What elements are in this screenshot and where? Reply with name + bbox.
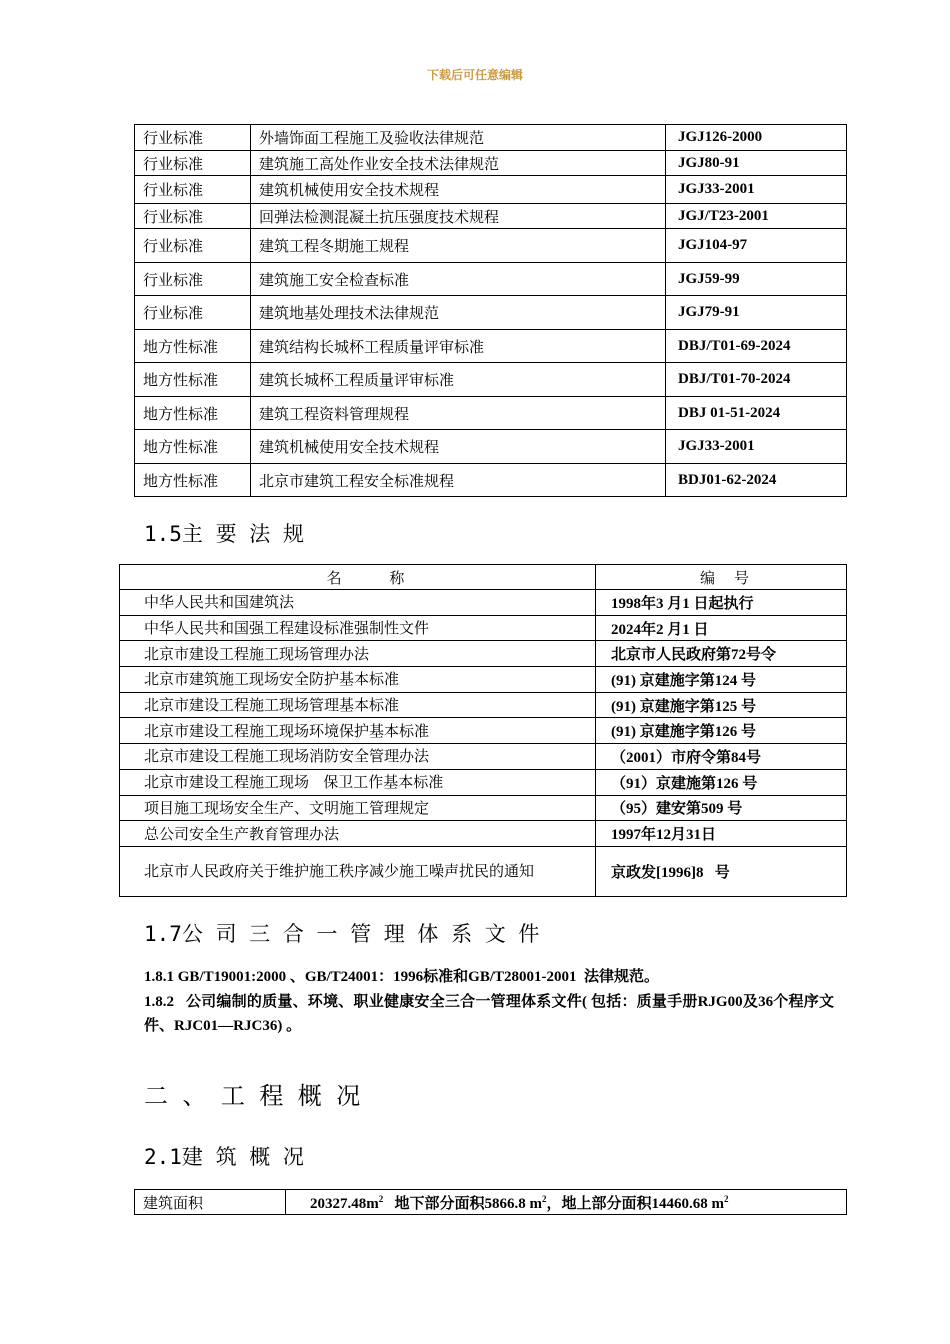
standard-row xyxy=(135,151,847,176)
section-1-7-heading: 1.7公 司 三 合 一 管 理 体 系 文 件 xyxy=(144,922,540,946)
regulation-name: 项目施工现场安全生产、文明施工管理规定 xyxy=(120,795,596,821)
standard-code: JGJ33-2001 xyxy=(666,176,847,204)
regulation-code: (91) 京建施字第125 号 xyxy=(596,692,847,718)
standard-code: JGJ126-2000 xyxy=(666,125,847,151)
regulation-row xyxy=(120,846,847,896)
building-area-value xyxy=(286,1190,847,1215)
standard-type: 行业标准 xyxy=(135,176,251,204)
regulation-row xyxy=(120,718,847,744)
regulation-name: 北京市建设工程施工现场 保卫工作基本标准 xyxy=(120,769,596,795)
para-1-8-1: 1.8.1 GB/T19001:2000 、GB/T24001：1996标准和GB/T28001-2001 法律规范。 xyxy=(144,969,660,985)
regulation-code: （95）建安第509 号 xyxy=(596,795,847,821)
building-table xyxy=(134,1189,847,1215)
regulation-name: 北京市人民政府关于维护施工秩序减少施工噪声扰民的通知 xyxy=(120,846,596,896)
standard-row xyxy=(135,397,847,430)
sup-3: 2 xyxy=(724,1193,729,1204)
section-2-1-heading: 2.1建 筑 概 况 xyxy=(144,1145,304,1169)
standard-code: JGJ33-2001 xyxy=(666,430,847,464)
regulation-code: (91) 京建施字第124 号 xyxy=(596,667,847,693)
regulation-name: 北京市建筑施工现场安全防护基本标准 xyxy=(120,667,596,693)
building-area-row xyxy=(135,1190,847,1215)
regulation-row xyxy=(120,590,847,616)
building-area-label: 建筑面积 xyxy=(135,1190,286,1215)
standard-name: 北京市建筑工程安全标准规程 xyxy=(251,464,666,497)
regulation-code: 1997年12月31日 xyxy=(596,821,847,847)
standard-row xyxy=(135,125,847,151)
sup-1: 2 xyxy=(378,1193,384,1204)
regulation-code: (91) 京建施字第126 号 xyxy=(596,718,847,744)
regulation-name: 中华人民共和国建筑法 xyxy=(120,590,596,616)
standard-name: 建筑施工高处作业安全技术法律规范 xyxy=(251,151,666,176)
regulation-name: 北京市建设工程施工现场消防安全管理办法 xyxy=(120,744,596,770)
standard-row xyxy=(135,296,847,330)
standard-type: 行业标准 xyxy=(135,229,251,263)
standard-type: 地方性标准 xyxy=(135,363,251,397)
standard-name: 建筑机械使用安全技术规程 xyxy=(251,430,666,464)
standard-type: 地方性标准 xyxy=(135,397,251,430)
standard-type: 行业标准 xyxy=(135,125,251,151)
standard-row xyxy=(135,263,847,296)
regulation-row xyxy=(120,667,847,693)
regulation-name: 北京市建设工程施工现场管理基本标准 xyxy=(120,692,596,718)
standard-type: 行业标准 xyxy=(135,151,251,176)
regulation-name: 总公司安全生产教育管理办法 xyxy=(120,821,596,847)
sup-2: 2 xyxy=(542,1193,547,1204)
standard-name: 建筑施工安全检查标准 xyxy=(251,263,666,296)
standard-code: JGJ79-91 xyxy=(666,296,847,330)
standard-name: 建筑工程冬期施工规程 xyxy=(251,229,666,263)
standard-name: 建筑机械使用安全技术规程 xyxy=(251,176,666,204)
standard-type: 地方性标准 xyxy=(135,330,251,363)
standard-code: JGJ104-97 xyxy=(666,229,847,263)
standard-name: 建筑长城杯工程质量评审标准 xyxy=(251,363,666,397)
standard-code: BDJ01-62-2024 xyxy=(666,464,847,497)
regulation-name: 北京市建设工程施工现场管理办法 xyxy=(120,641,596,667)
regulation-code: 2024年2 月1 日 xyxy=(596,615,847,641)
standard-name: 建筑地基处理技术法律规范 xyxy=(251,296,666,330)
regulation-code: 1998年3 月1 日起执行 xyxy=(596,590,847,616)
regulation-code: 京政发[1996]8 号 xyxy=(596,846,847,896)
standard-type: 行业标准 xyxy=(135,296,251,330)
standard-code: DBJ/T01-70-2024 xyxy=(666,363,847,397)
standard-name: 建筑工程资料管理规程 xyxy=(251,397,666,430)
section-2-heading: 二 、 工 程 概 况 xyxy=(144,1082,361,1110)
standard-row xyxy=(135,363,847,397)
standard-code: JGJ59-99 xyxy=(666,263,847,296)
regulation-row xyxy=(120,692,847,718)
standard-row xyxy=(135,464,847,497)
section-1-5-heading: 1.5主 要 法 规 xyxy=(144,522,304,546)
standard-type: 行业标准 xyxy=(135,263,251,296)
standards-table xyxy=(134,124,847,497)
regulation-code: （91）京建施第126 号 xyxy=(596,769,847,795)
underground-area: 地下部分面积5866.8 m xyxy=(383,1195,542,1212)
regulation-row xyxy=(120,615,847,641)
standard-name: 回弹法检测混凝土抗压强度技术规程 xyxy=(251,204,666,229)
editable-note: 下载后可任意编辑 xyxy=(426,68,523,82)
regulations-header-row xyxy=(120,565,847,590)
standard-code: DBJ/T01-69-2024 xyxy=(666,330,847,363)
regulation-row xyxy=(120,795,847,821)
standard-row xyxy=(135,229,847,263)
standard-row xyxy=(135,204,847,229)
total-area: 20327.48m xyxy=(310,1195,379,1212)
regulations-table xyxy=(119,564,847,897)
regulation-row xyxy=(120,821,847,847)
regulation-row xyxy=(120,641,847,667)
regulation-name: 北京市建设工程施工现场环境保护基本标准 xyxy=(120,718,596,744)
standard-code: JGJ/T23-2001 xyxy=(666,204,847,229)
regulation-code: （2001）市府令第84号 xyxy=(596,744,847,770)
col-name-header: 名 称 xyxy=(120,565,596,590)
para-1-8-2: 1.8.2 公司编制的质量、环境、职业健康安全三合一管理体系文件( 包括：质量手册RJG00及36个程序文件、RJC01—RJC36) 。 xyxy=(144,994,834,1034)
regulation-row xyxy=(120,744,847,770)
standard-type: 地方性标准 xyxy=(135,430,251,464)
standard-row xyxy=(135,430,847,464)
standard-code: DBJ 01-51-2024 xyxy=(666,397,847,430)
regulation-row xyxy=(120,769,847,795)
standard-type: 地方性标准 xyxy=(135,464,251,497)
regulation-code: 北京市人民政府第72号令 xyxy=(596,641,847,667)
regulation-name: 中华人民共和国强工程建设标准强制性文件 xyxy=(120,615,596,641)
standard-code: JGJ80-91 xyxy=(666,151,847,176)
standard-row xyxy=(135,330,847,363)
standard-name: 外墙饰面工程施工及验收法律规范 xyxy=(251,125,666,151)
standard-name: 建筑结构长城杯工程质量评审标准 xyxy=(251,330,666,363)
col-code-header: 编 号 xyxy=(596,565,847,590)
standard-type: 行业标准 xyxy=(135,204,251,229)
standard-row xyxy=(135,176,847,204)
aboveground-area: ，地上部分面积14460.68 m xyxy=(546,1195,724,1212)
